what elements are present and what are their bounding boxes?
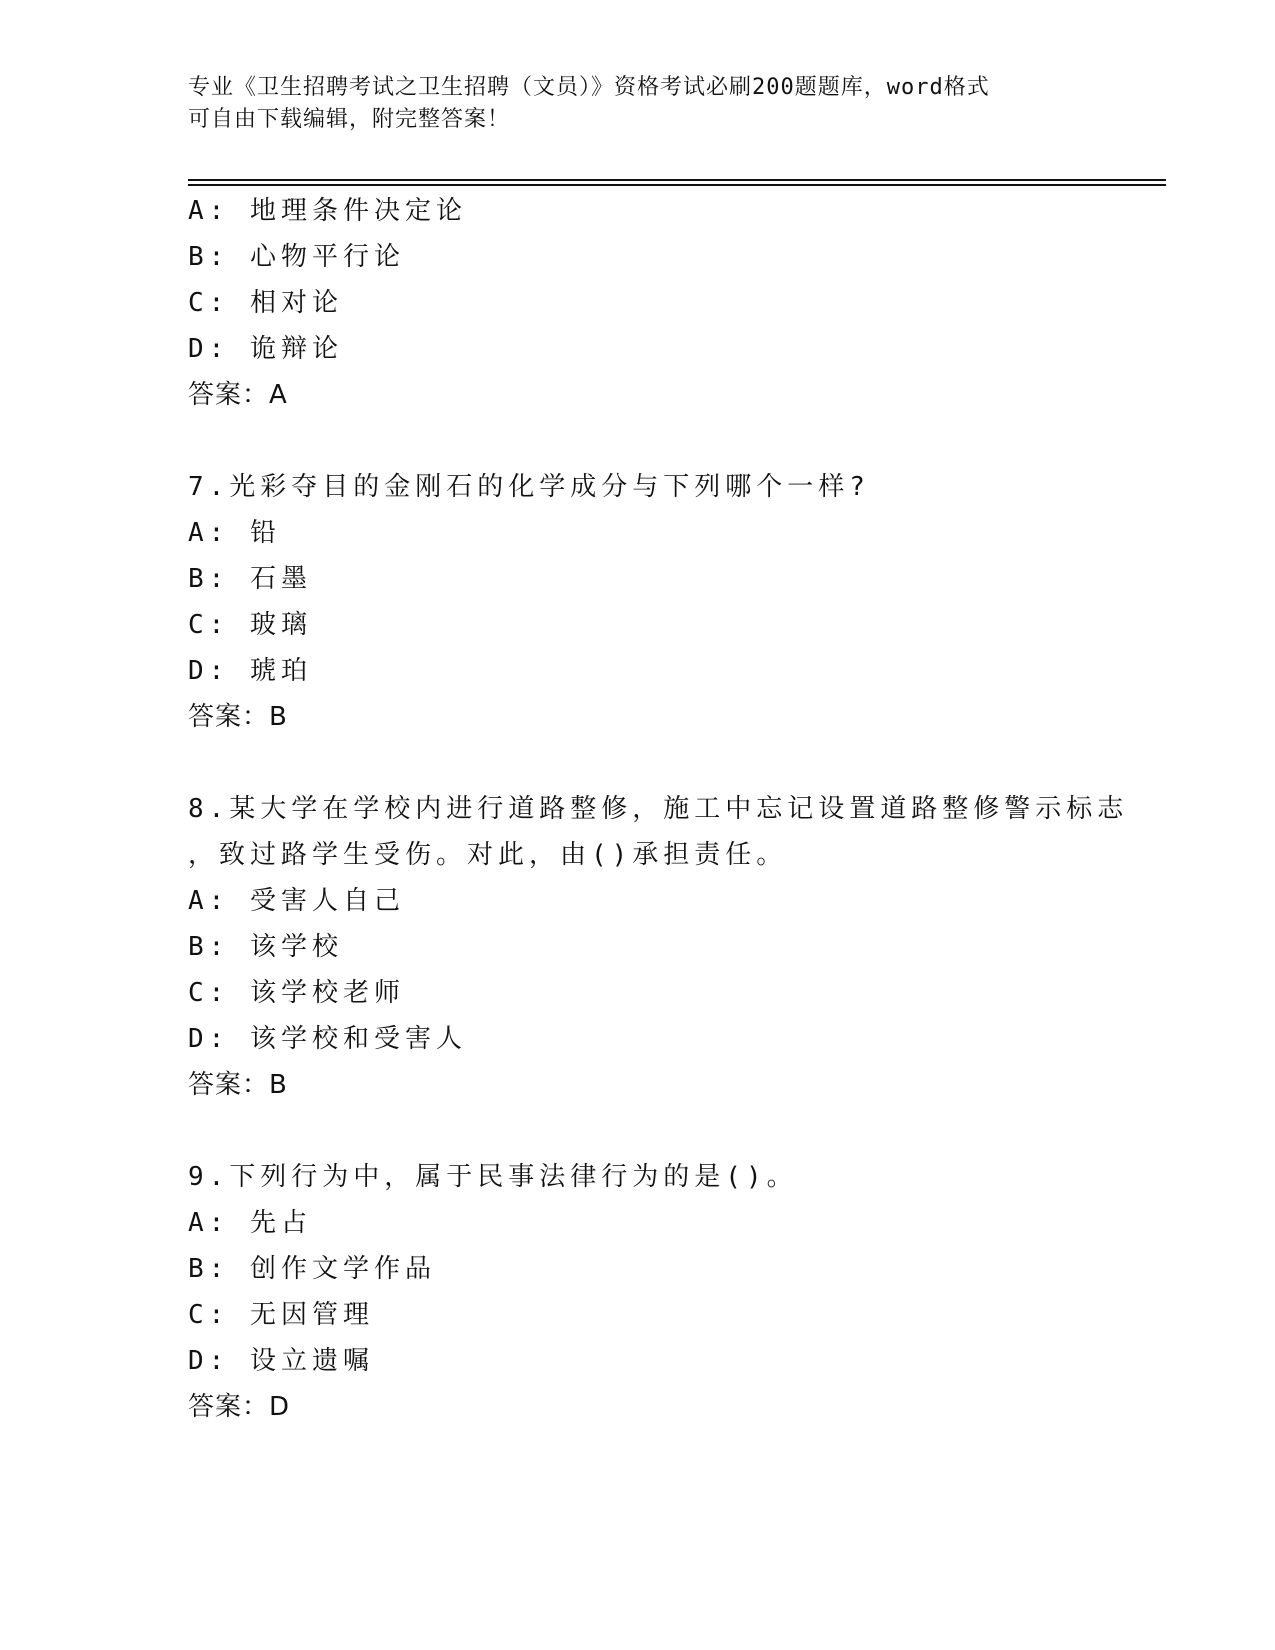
option-a: A: 铅 (188, 518, 281, 548)
question-block-7 (188, 464, 1088, 740)
question-text: 8.某大学在学校内进行道路整修，施工中忘记设置道路整修警示标志 (188, 794, 1129, 824)
option-c: C: 相对论 (188, 288, 343, 318)
option-d: D: 该学校和受害人 (188, 1024, 467, 1054)
option-d: D: 琥珀 (188, 656, 312, 686)
question-block-6 (188, 188, 1088, 418)
option-b: B: 心物平行论 (188, 242, 405, 272)
spacer (188, 418, 1088, 464)
answer-line: 答案：D (188, 1392, 291, 1422)
option-b: B: 创作文学作品 (188, 1254, 436, 1284)
header-line-2: 可自由下载编辑，附完整答案！ (188, 107, 511, 132)
option-d: D: 诡辩论 (188, 334, 343, 364)
option-a: A: 地理条件决定论 (188, 196, 467, 226)
option-b: B: 该学校 (188, 932, 343, 962)
option-a: A: 先占 (188, 1208, 312, 1238)
document-header (188, 72, 1068, 136)
header-rule-top (188, 179, 1166, 181)
spacer (188, 740, 1088, 786)
question-text: 7.光彩夺目的金刚石的化学成分与下列哪个一样? (188, 472, 870, 502)
header-rule-bottom (188, 184, 1166, 186)
question-text: 9.下列行为中，属于民事法律行为的是()。 (188, 1162, 798, 1192)
answer-line: 答案：A (188, 380, 288, 410)
option-d: D: 设立遗嘱 (188, 1346, 374, 1376)
document-body (188, 188, 1129, 1430)
option-a: A: 受害人自己 (188, 886, 405, 916)
question-block-8 (188, 786, 1129, 1108)
option-c: C: 该学校老师 (188, 978, 405, 1008)
answer-line: 答案：B (188, 702, 288, 732)
spacer (188, 1108, 1088, 1154)
option-c: C: 无因管理 (188, 1300, 374, 1330)
answer-line: 答案：B (188, 1070, 288, 1100)
header-line-1: 专业《卫生招聘考试之卫生招聘（文员）》资格考试必刷200题题库，word格式 (188, 75, 990, 100)
question-text-continued: ，致过路学生受伤。对此，由()承担责任。 (188, 840, 788, 870)
option-c: C: 玻璃 (188, 610, 312, 640)
option-b: B: 石墨 (188, 564, 312, 594)
question-block-9 (188, 1154, 1088, 1430)
